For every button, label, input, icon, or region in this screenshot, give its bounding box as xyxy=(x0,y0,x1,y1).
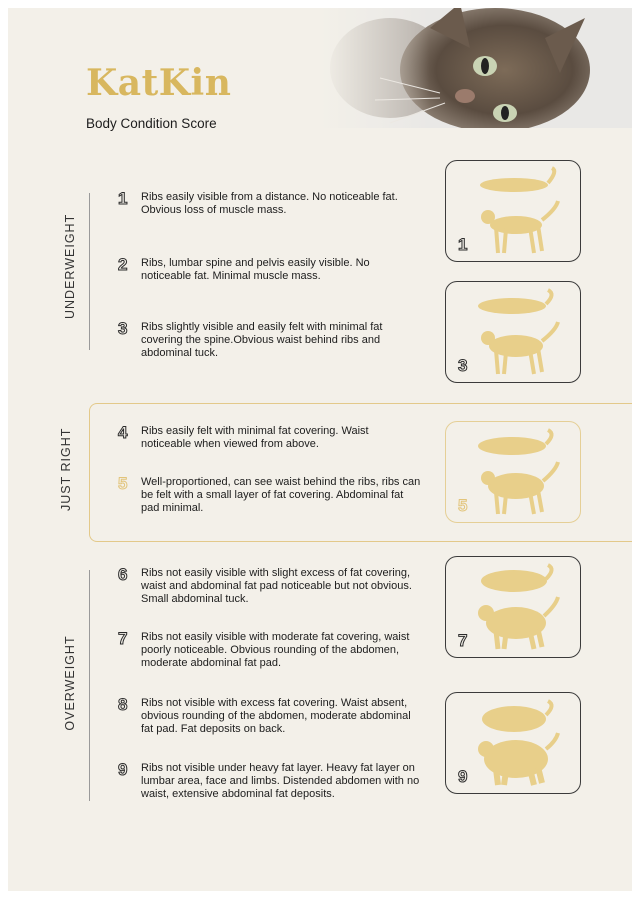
ideal-cat-illustration xyxy=(476,426,576,520)
group-label-underweight: UNDERWEIGHT xyxy=(63,213,77,319)
score-number: 8 xyxy=(118,695,128,714)
score-description: Ribs not easily visible with slight excess of fat covering, waist and abdominal fat pad noticeable but not obvious. Small abdominal tuck. xyxy=(141,567,412,605)
group-label-just-right: JUST RIGHT xyxy=(59,427,73,511)
score-description: Ribs not easily visible with moderate fat covering, waist poorly noticeable. Obvious rounding of the abdomen, moderate abdominal fat pad. xyxy=(141,631,410,669)
cat-silhouette-card-1 xyxy=(445,160,581,262)
underweight-divider xyxy=(89,193,90,350)
score-description: Well-proportioned, can see waist behind the ribs, ribs can be felt with a small layer of fat covering. Abdominal fat pad minimal. xyxy=(141,476,421,514)
score-description: Ribs easily visible from a distance. No noticeable fat. Obvious loss of muscle mass. xyxy=(141,191,398,216)
thin-cat-illustration xyxy=(476,165,576,259)
group-label-overweight: OVERWEIGHT xyxy=(63,635,77,731)
heavy-cat-illustration xyxy=(476,561,576,655)
score-description: Ribs not visible under heavy fat layer. Heavy fat layer on lumbar area, face and limbs. Distended abdomen with no waist, extensive abdominal fat deposits. xyxy=(141,762,420,800)
overweight-divider xyxy=(89,570,90,801)
cat-silhouette-card-3 xyxy=(445,281,581,383)
score-description: Ribs not visible with excess fat covering. Waist absent, obvious rounding of the abdomen, moderate abdominal fat pad. Fat deposits on back. xyxy=(141,697,411,735)
page xyxy=(8,8,632,891)
score-number: 6 xyxy=(118,565,128,584)
hero-cat-photo xyxy=(320,8,632,128)
score-description: Ribs easily felt with minimal fat covering. Waist noticeable when viewed from above. xyxy=(141,425,369,450)
obese-cat-illustration xyxy=(476,697,576,791)
page-subtitle: Body Condition Score xyxy=(86,116,217,131)
card-score-number: 7 xyxy=(458,631,468,650)
cat-silhouette-card-5 xyxy=(445,421,581,523)
score-number: 5 xyxy=(118,474,128,493)
score-number: 7 xyxy=(118,629,128,648)
card-score-number: 1 xyxy=(458,235,468,254)
score-description: Ribs slightly visible and easily felt with minimal fat covering the spine.Obvious waist behind ribs and abdominal tuck. xyxy=(141,321,383,359)
score-description: Ribs, lumbar spine and pelvis easily visible. No noticeable fat. Minimal muscle mass. xyxy=(141,257,370,282)
score-number: 9 xyxy=(118,760,128,779)
cat-silhouette-card-7 xyxy=(445,556,581,658)
cat-silhouette-card-9 xyxy=(445,692,581,794)
score-number: 4 xyxy=(118,423,128,442)
card-score-number: 5 xyxy=(458,496,468,515)
score-number: 1 xyxy=(118,189,128,208)
lean-cat-illustration xyxy=(476,286,576,380)
brand-logo: KatKin xyxy=(86,62,232,104)
card-score-number: 9 xyxy=(458,767,468,786)
score-number: 2 xyxy=(118,255,128,274)
card-score-number: 3 xyxy=(458,356,468,375)
score-number: 3 xyxy=(118,319,128,338)
